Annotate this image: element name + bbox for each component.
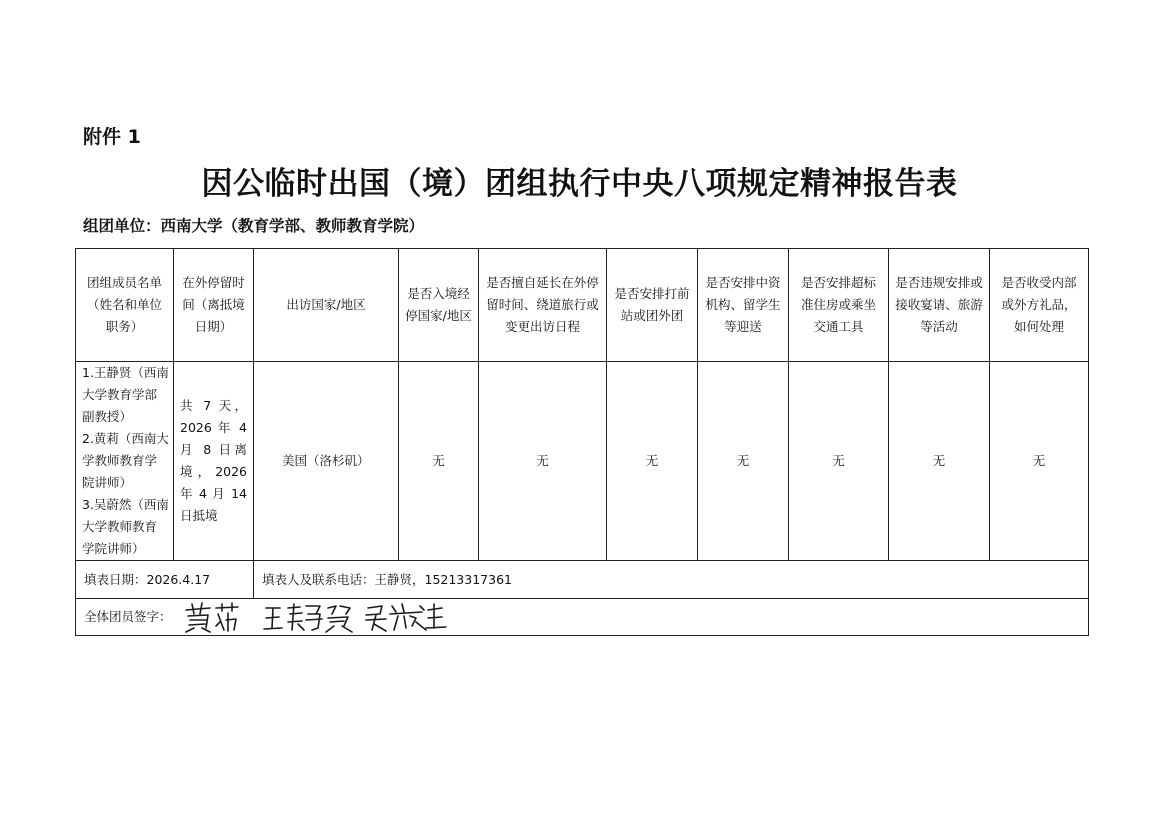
answer-gifts: 无 bbox=[990, 362, 1089, 561]
answer-greeting: 无 bbox=[698, 362, 789, 561]
header-advance-team: 是否安排打前站或团外团 bbox=[607, 249, 698, 362]
attachment-label: 附件 1 bbox=[83, 126, 141, 148]
fill-info-row bbox=[76, 561, 1089, 599]
header-row bbox=[76, 249, 1089, 362]
header-duration: 在外停留时间（离抵境日期） bbox=[174, 249, 254, 362]
signature-cell bbox=[76, 599, 1089, 636]
fill-date: 填表日期：2026.4.17 bbox=[76, 561, 254, 599]
header-members: 团组成员名单（姓名和单位职务） bbox=[76, 249, 174, 362]
signature-label: 全体团员签字： bbox=[84, 609, 172, 624]
answer-transit: 无 bbox=[399, 362, 479, 561]
unit-label: 组团单位： bbox=[83, 217, 161, 235]
organizing-unit bbox=[83, 214, 424, 236]
header-accommodation: 是否安排超标准住房或乘坐交通工具 bbox=[789, 249, 889, 362]
handwritten-signatures bbox=[180, 600, 450, 634]
member-item: 3.吴蔚然（西南大学教师教育学院讲师） bbox=[82, 497, 169, 556]
header-gifts: 是否收受内部或外方礼品，如何处理 bbox=[990, 249, 1089, 362]
signature-row bbox=[76, 599, 1089, 636]
country-cell: 美国（洛杉矶） bbox=[254, 362, 399, 561]
member-item: 2.黄莉（西南大学教师教育学院讲师） bbox=[82, 431, 169, 490]
answer-advance-team: 无 bbox=[607, 362, 698, 561]
table-row bbox=[76, 362, 1089, 561]
unit-value: 西南大学（教育学部、教师教育学院） bbox=[160, 217, 425, 235]
member-item: 1.王静贤（西南大学教育学部副教授） bbox=[82, 365, 169, 424]
document-title: 因公临时出国（境）团组执行中央八项规定精神报告表 bbox=[201, 166, 958, 202]
answer-banquets: 无 bbox=[889, 362, 990, 561]
report-table bbox=[75, 248, 1089, 636]
header-transit: 是否入境经停国家/地区 bbox=[399, 249, 479, 362]
filler-contact: 填表人及联系电话：王静贤，15213317361 bbox=[254, 561, 1089, 599]
header-greeting: 是否安排中资机构、留学生等迎送 bbox=[698, 249, 789, 362]
duration-cell: 共 7 天，2026 年 4 月 8 日离境，2026 年 4 月 14 日抵境 bbox=[174, 362, 254, 561]
members-cell bbox=[76, 362, 174, 561]
header-extend-stay: 是否擅自延长在外停留时间、绕道旅行或变更出访日程 bbox=[479, 249, 607, 362]
header-country: 出访国家/地区 bbox=[254, 249, 399, 362]
header-banquets: 是否违规安排或接收宴请、旅游等活动 bbox=[889, 249, 990, 362]
answer-accommodation: 无 bbox=[789, 362, 889, 561]
answer-extend-stay: 无 bbox=[479, 362, 607, 561]
